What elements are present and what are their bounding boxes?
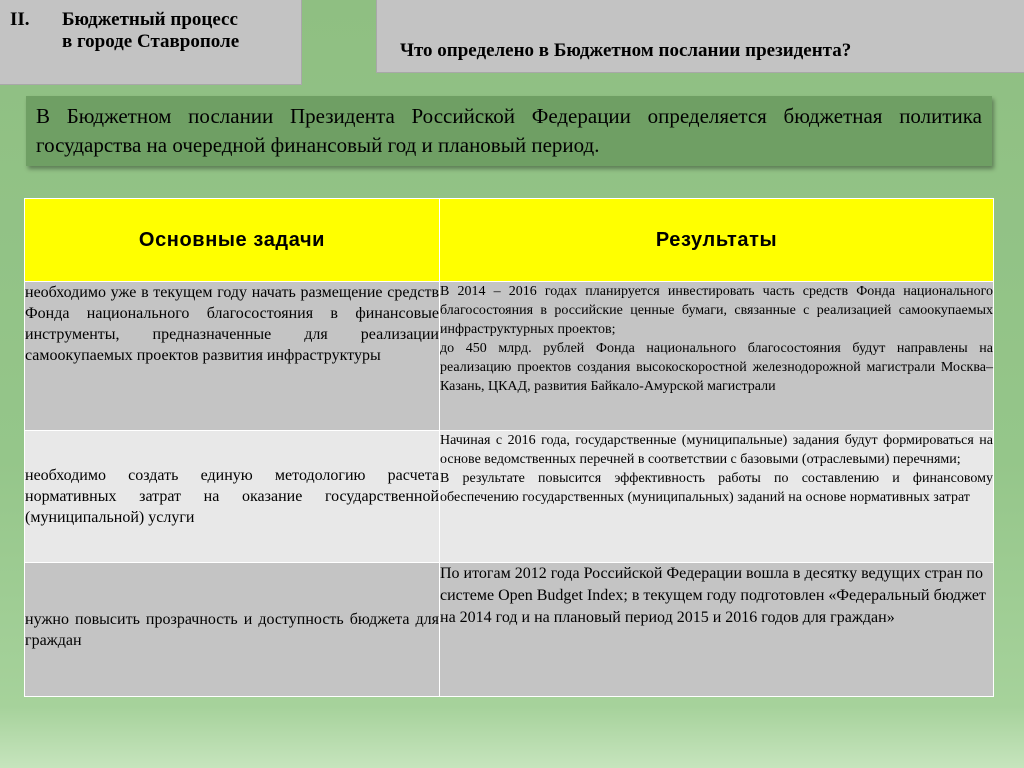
section-title bbox=[62, 9, 239, 53]
section-title-line1: Бюджетный процесс bbox=[62, 9, 238, 30]
table-header-row bbox=[25, 199, 994, 282]
section-number: II. bbox=[10, 9, 30, 30]
intro-text: В Бюджетном послании Президента Российской Федерации определяется бюджетная политика государства на очередной финансовый год и плановый период. bbox=[36, 104, 982, 157]
intro-box bbox=[26, 96, 992, 166]
table-row bbox=[25, 431, 994, 563]
result-paragraph: По итогам 2012 года Российской Федерации вошла в десятку ведущих стран по системе Open Budget Index; в текущем году подготовлен «Федеральный бюджет на 2014 год и на плановый период 2015 и 2016 годов для граждан» bbox=[440, 565, 986, 626]
result-paragraph: Начиная с 2016 года, государственные (муниципальные) задания будут формироваться на основе ведомственных перечней в соответствии с базовыми (отраслевыми) перечнями; bbox=[440, 433, 993, 467]
tasks-results-table bbox=[24, 198, 994, 697]
result-cell bbox=[440, 431, 994, 563]
task-cell: необходимо уже в текущем году начать размещение средств Фонда национального благосостояния в финансовые инструменты, предназначенные для реализации самоокупаемых проектов развития инфраструктуры bbox=[25, 282, 440, 431]
table-row bbox=[25, 282, 994, 431]
header-main-tasks: Основные задачи bbox=[25, 199, 440, 282]
table-row bbox=[25, 563, 994, 697]
task-cell: необходимо создать единую методологию расчета нормативных затрат на оказание государственной (муниципальной) услуги bbox=[25, 431, 440, 563]
result-paragraph: В результате повысится эффективность работы по составлению и финансовому обеспечению государственных (муниципальных) заданий на основе нормативных затрат bbox=[440, 471, 993, 505]
result-cell bbox=[440, 282, 994, 431]
result-cell bbox=[440, 563, 994, 697]
header-results: Результаты bbox=[440, 199, 994, 282]
section-title-line2: в городе Ставрополе bbox=[62, 31, 240, 52]
result-paragraph: до 450 млрд. рублей Фонда национального благосостояния будут направлены на реализацию проектов создания высокоскоростной железнодорожной магистрали Москва–Казань, ЦКАД, развития Байкало-Амурской магистрали bbox=[440, 341, 993, 394]
result-paragraph: В 2014 – 2016 годах планируется инвестировать часть средств Фонда национального благосостояния в российские ценные бумаги, связанные с реализацией самоокупаемых инфраструктурных проектов; bbox=[440, 284, 993, 337]
slide-question: Что определено в Бюджетном послании президента? bbox=[400, 40, 852, 61]
question-header-box bbox=[376, 0, 1024, 73]
task-cell: нужно повысить прозрачность и доступность бюджета для граждан bbox=[25, 563, 440, 697]
section-header-box bbox=[0, 0, 302, 85]
